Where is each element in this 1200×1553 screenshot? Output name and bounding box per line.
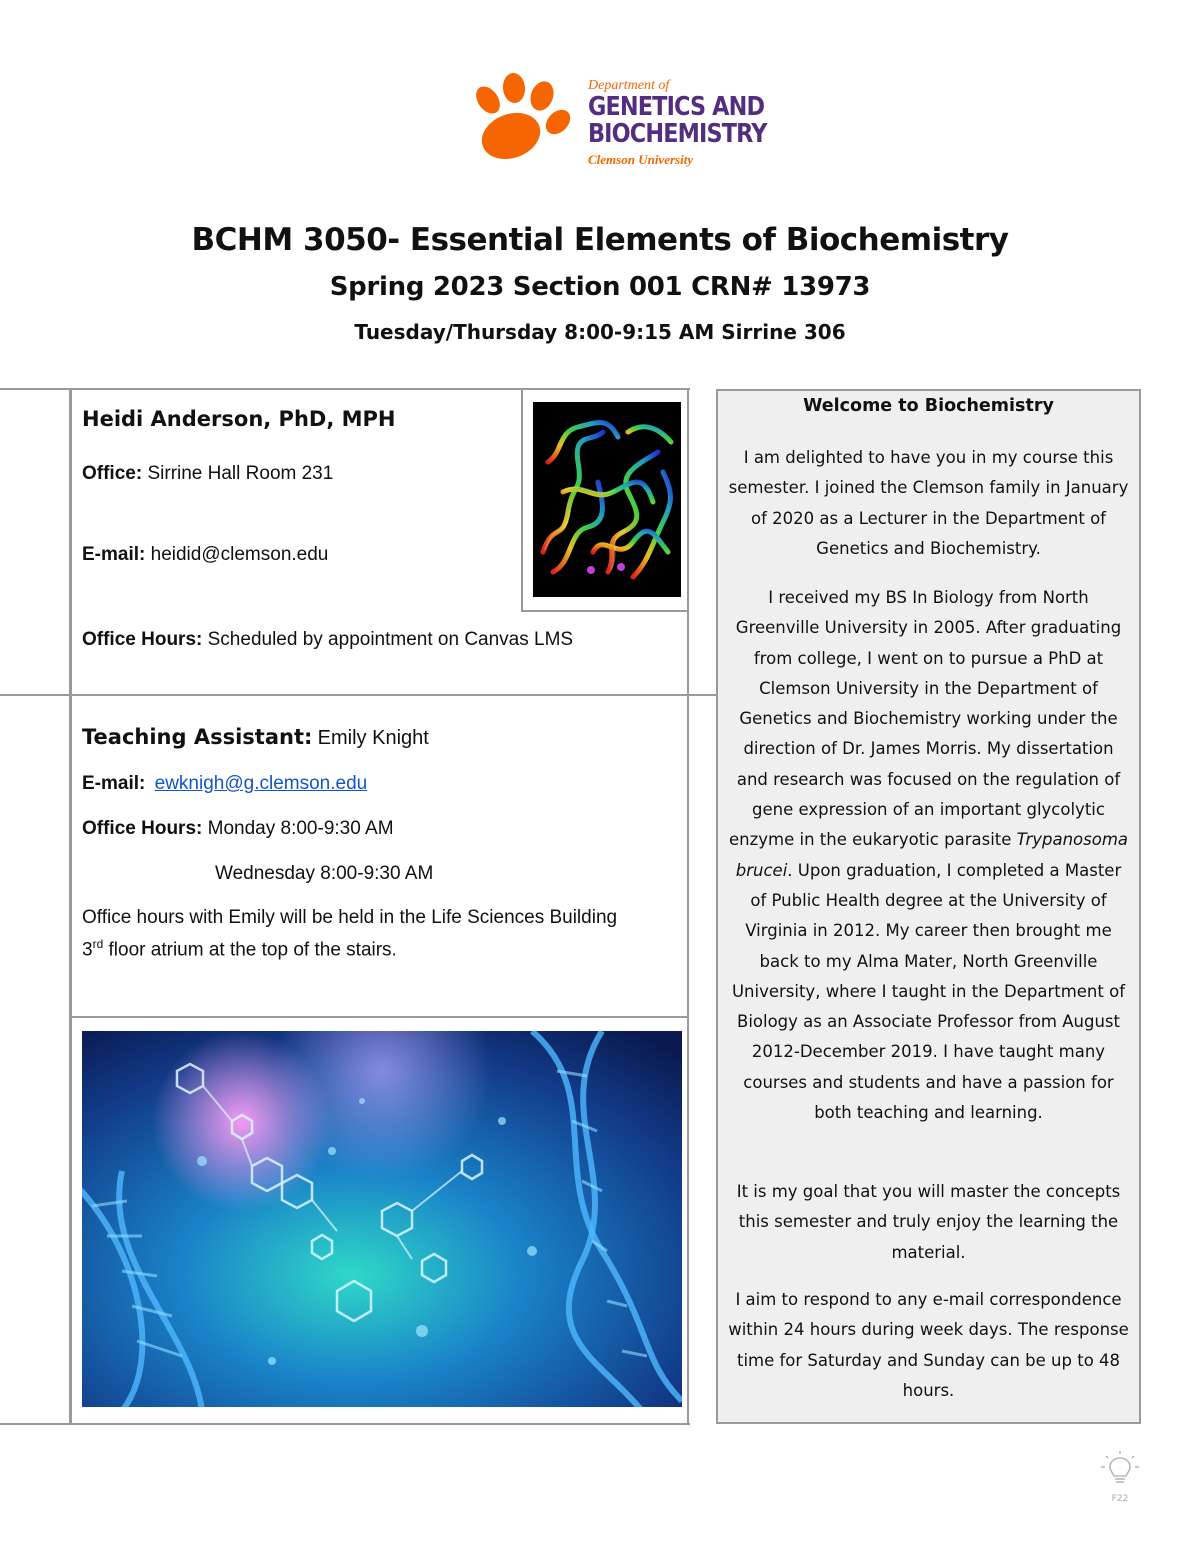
table-border	[687, 388, 689, 1425]
footer-code: F22	[1111, 1494, 1129, 1504]
location-rest: floor atrium at the top of the stairs.	[103, 939, 397, 961]
table-border	[0, 694, 716, 696]
hours-label: Office Hours:	[82, 629, 203, 650]
department-logo	[466, 70, 767, 180]
course-schedule: Tuesday/Thursday 8:00-9:15 AM Sirrine 306	[354, 320, 846, 344]
welcome-paragraph-1: I am delighted to have you in my course this semester. I joined the Clemson family in January of 2020 as a Lecturer in the Department of Genetics and Biochemistry.	[728, 448, 1129, 558]
ta-hours-label: Office Hours:	[82, 818, 203, 839]
footer-mark	[1100, 1450, 1140, 1504]
instructor-office	[82, 463, 333, 485]
p2-text-a: I received my BS In Biology from North Greenville University in 2005. After graduating from college, I went on to pursue a PhD at Clemson University in the Department of Genetics and Biochemistry working under the direction of Dr. James Morris. My dissertation and research was focused on the regulation of gene expression of an important glycolytic enzyme in the eukaryotic parasite	[729, 588, 1122, 850]
table-border	[0, 1423, 690, 1425]
p2-text-b: . Upon graduation, I completed a Master of Public Health degree at the University of Virginia in 2012. My career then brought me back to my Alma Mater, North Greenville University, where I taught in the Department of Biology as an Associate Professor from August 2012-December 2019. I have taught many courses and students and have a passion for both teaching and learning.	[731, 860, 1126, 1123]
logo-dept-name	[588, 94, 767, 148]
ta-heading	[82, 725, 429, 750]
ta-location-line-1: Office hours with Emily will be held in the Life Sciences Building	[82, 907, 618, 928]
tiger-paw-icon	[466, 70, 576, 170]
welcome-paragraph-3: It is my goal that you will master the concepts this semester and truly enjoy the learning the material.	[736, 1182, 1121, 1262]
floor-suffix: rd	[92, 937, 104, 951]
instructor-name: Heidi Anderson, PhD, MPH	[82, 407, 396, 431]
course-title: BCHM 3050- Essential Elements of Biochemistry	[191, 222, 1009, 258]
lightbulb-icon	[1100, 1450, 1140, 1488]
logo-university: Clemson University	[588, 152, 694, 167]
ta-email	[82, 773, 367, 795]
ta-label: Teaching Assistant:	[82, 725, 313, 749]
p2-species-name: Trypanosoma brucei	[735, 830, 1128, 880]
image-frame	[521, 610, 689, 612]
office-label: Office:	[82, 463, 143, 484]
floor-number: 3	[82, 939, 93, 961]
ta-location-line-2	[82, 937, 397, 961]
welcome-paragraph-4: I aim to respond to any e-mail correspondence within 24 hours during week days. The response time for Saturday and Sunday can be up to 48 hours.	[728, 1290, 1129, 1400]
logo-line-2: BIOCHEMISTRY	[588, 119, 767, 149]
ta-name: Emily Knight	[317, 727, 429, 749]
ta-hours-monday: Monday 8:00-9:30 AM	[202, 818, 394, 839]
ta-email-label: E-mail:	[82, 773, 146, 794]
dna-molecule-image	[82, 1031, 682, 1407]
welcome-panel	[716, 389, 1141, 1424]
email-value: heidid@clemson.edu	[145, 544, 329, 565]
email-label: E-mail:	[82, 544, 146, 565]
ta-office-hours	[82, 818, 394, 840]
welcome-heading: Welcome to Biochemistry	[803, 396, 1054, 416]
office-value: Sirrine Hall Room 231	[142, 463, 334, 484]
logo-line-1: GENETICS AND	[588, 92, 765, 122]
table-border	[72, 1016, 688, 1018]
ta-email-link[interactable]: ewknigh@g.clemson.edu	[154, 773, 368, 794]
logo-dept-of: Department of	[588, 78, 670, 93]
table-border	[69, 388, 72, 1425]
instructor-office-hours	[82, 629, 573, 651]
instructor-email	[82, 544, 328, 566]
course-section: Spring 2023 Section 001 CRN# 13973	[329, 272, 871, 302]
ta-hours-wednesday: Wednesday 8:00-9:30 AM	[215, 863, 434, 884]
image-frame	[521, 388, 523, 612]
table-border	[0, 388, 690, 390]
hours-value: Scheduled by appointment on Canvas LMS	[202, 629, 574, 650]
welcome-paragraph-2	[728, 583, 1129, 1128]
protein-structure-image	[533, 402, 681, 597]
